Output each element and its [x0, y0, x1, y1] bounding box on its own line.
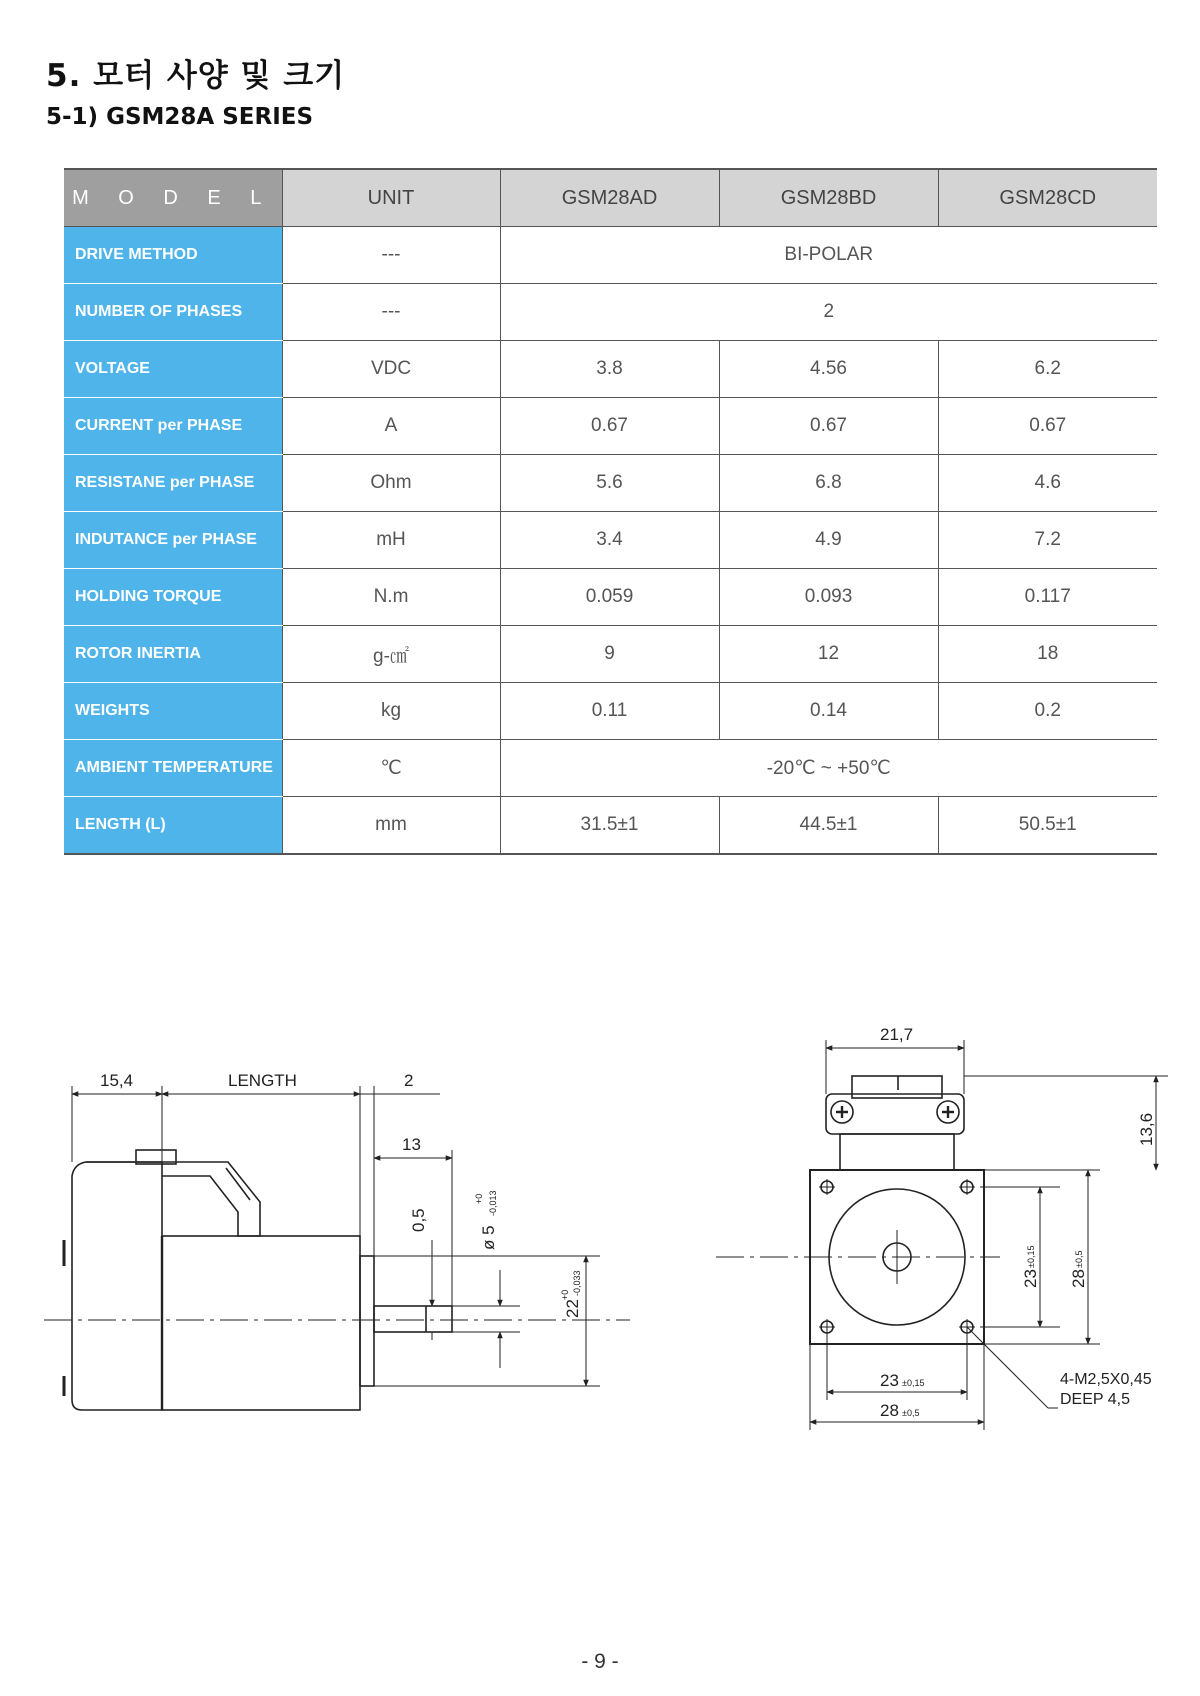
- thread-note: DEEP 4,5: [1060, 1391, 1130, 1408]
- dim-label: 28: [880, 1401, 899, 1420]
- row-label: ROTOR INERTIA: [64, 626, 282, 683]
- thread-note: 4-M2,5X0,45: [1060, 1371, 1152, 1388]
- row-value: 0.059: [500, 569, 719, 626]
- tolerance-label: -0,033: [572, 1270, 582, 1296]
- row-unit: VDC: [282, 341, 500, 398]
- dim-label: 28: [1069, 1269, 1088, 1288]
- section-subheading: 5-1) GSM28A SERIES: [46, 104, 314, 130]
- tolerance-label: ±0,15: [902, 1378, 925, 1388]
- dimension-drawing: [0, 1020, 1200, 1470]
- dim-label: 21,7: [880, 1025, 914, 1044]
- table-row: [64, 455, 1157, 512]
- motor-body: [162, 1236, 360, 1410]
- row-value-merged: BI-POLAR: [500, 227, 1157, 284]
- row-label: WEIGHTS: [64, 683, 282, 740]
- table-row: [64, 398, 1157, 455]
- dim-label: LENGTH: [228, 1071, 297, 1090]
- dim-label: 22: [563, 1299, 582, 1318]
- row-unit: N.m: [282, 569, 500, 626]
- table-row: [64, 740, 1157, 797]
- row-label: VOLTAGE: [64, 341, 282, 398]
- row-unit: ---: [282, 227, 500, 284]
- row-value: 0.67: [719, 398, 938, 455]
- row-unit: mH: [282, 512, 500, 569]
- side-view-labels: [100, 1071, 582, 1318]
- section-heading: 5. 모터 사양 및 크기: [46, 58, 346, 94]
- row-value: 4.9: [719, 512, 938, 569]
- tolerance-label: ±0,15: [1026, 1245, 1036, 1268]
- dim-label: 0,5: [409, 1208, 428, 1232]
- row-label: INDUTANCE per PHASE: [64, 512, 282, 569]
- row-label: HOLDING TORQUE: [64, 569, 282, 626]
- row-value: 0.14: [719, 683, 938, 740]
- table-row: [64, 341, 1157, 398]
- dim-label: 15,4: [100, 1071, 134, 1090]
- tolerance-label: +0: [474, 1193, 484, 1204]
- dim-label: 23: [880, 1371, 899, 1390]
- row-value: 0.67: [500, 398, 719, 455]
- side-view: [44, 1086, 630, 1410]
- dim-label: 13,6: [1137, 1112, 1156, 1146]
- dim-label: 13: [402, 1135, 421, 1154]
- tolerance-label: -0,013: [488, 1190, 498, 1216]
- connector-housing: [86, 1162, 260, 1236]
- table-row: [64, 284, 1157, 341]
- tolerance-label: +0: [560, 1289, 570, 1300]
- row-unit: Ohm: [282, 455, 500, 512]
- table-row: [64, 683, 1157, 740]
- table-row: [64, 512, 1157, 569]
- table-row: [64, 626, 1157, 683]
- dim-label: 23: [1021, 1269, 1040, 1288]
- model-col-ad: GSM28AD: [500, 169, 719, 227]
- tolerance-label: ±0,5: [902, 1408, 920, 1418]
- model-col-cd: GSM28CD: [938, 169, 1157, 227]
- row-label: RESISTANE per PHASE: [64, 455, 282, 512]
- model-col-bd: GSM28BD: [719, 169, 938, 227]
- model-header: M O D E L: [64, 169, 282, 227]
- row-value: 12: [719, 626, 938, 683]
- row-unit: ---: [282, 284, 500, 341]
- row-unit: g-㎠: [282, 626, 500, 683]
- row-value: 18: [938, 626, 1157, 683]
- spec-table: [64, 168, 1157, 855]
- row-label: AMBIENT TEMPERATURE: [64, 740, 282, 797]
- row-label: DRIVE METHOD: [64, 227, 282, 284]
- row-value: 7.2: [938, 512, 1157, 569]
- row-label: LENGTH (L): [64, 797, 282, 855]
- unit-header: UNIT: [282, 169, 500, 227]
- row-value: 6.2: [938, 341, 1157, 398]
- row-value: 31.5±1: [500, 797, 719, 855]
- row-value: 3.4: [500, 512, 719, 569]
- row-unit: A: [282, 398, 500, 455]
- row-value: 4.56: [719, 341, 938, 398]
- row-value: 6.8: [719, 455, 938, 512]
- row-value: 50.5±1: [938, 797, 1157, 855]
- tolerance-label: ±0,5: [1074, 1250, 1084, 1268]
- dim-label: ø 5: [479, 1225, 498, 1250]
- page-number: - 9 -: [581, 1650, 619, 1673]
- row-value: 0.093: [719, 569, 938, 626]
- table-row: [64, 797, 1157, 855]
- row-label: NUMBER OF PHASES: [64, 284, 282, 341]
- motor-rear-cap: [72, 1162, 162, 1410]
- row-value: 3.8: [500, 341, 719, 398]
- row-value-merged: 2: [500, 284, 1157, 341]
- front-view-labels: [880, 1025, 1156, 1420]
- row-value-merged: -20℃ ~ +50℃: [500, 740, 1157, 797]
- motor-shaft: [374, 1306, 452, 1332]
- front-pilot: [360, 1256, 374, 1386]
- dim-label: 2: [404, 1071, 414, 1090]
- row-unit: kg: [282, 683, 500, 740]
- table-header-row: [64, 169, 1157, 227]
- row-label: CURRENT per PHASE: [64, 398, 282, 455]
- connector-bracket: [826, 1094, 964, 1134]
- table-row: [64, 227, 1157, 284]
- row-value: 0.117: [938, 569, 1157, 626]
- row-value: 0.11: [500, 683, 719, 740]
- row-value: 5.6: [500, 455, 719, 512]
- row-value: 4.6: [938, 455, 1157, 512]
- row-value: 9: [500, 626, 719, 683]
- row-unit: mm: [282, 797, 500, 855]
- row-unit: ℃: [282, 740, 500, 797]
- row-value: 44.5±1: [719, 797, 938, 855]
- table-row: [64, 569, 1157, 626]
- row-value: 0.67: [938, 398, 1157, 455]
- row-value: 0.2: [938, 683, 1157, 740]
